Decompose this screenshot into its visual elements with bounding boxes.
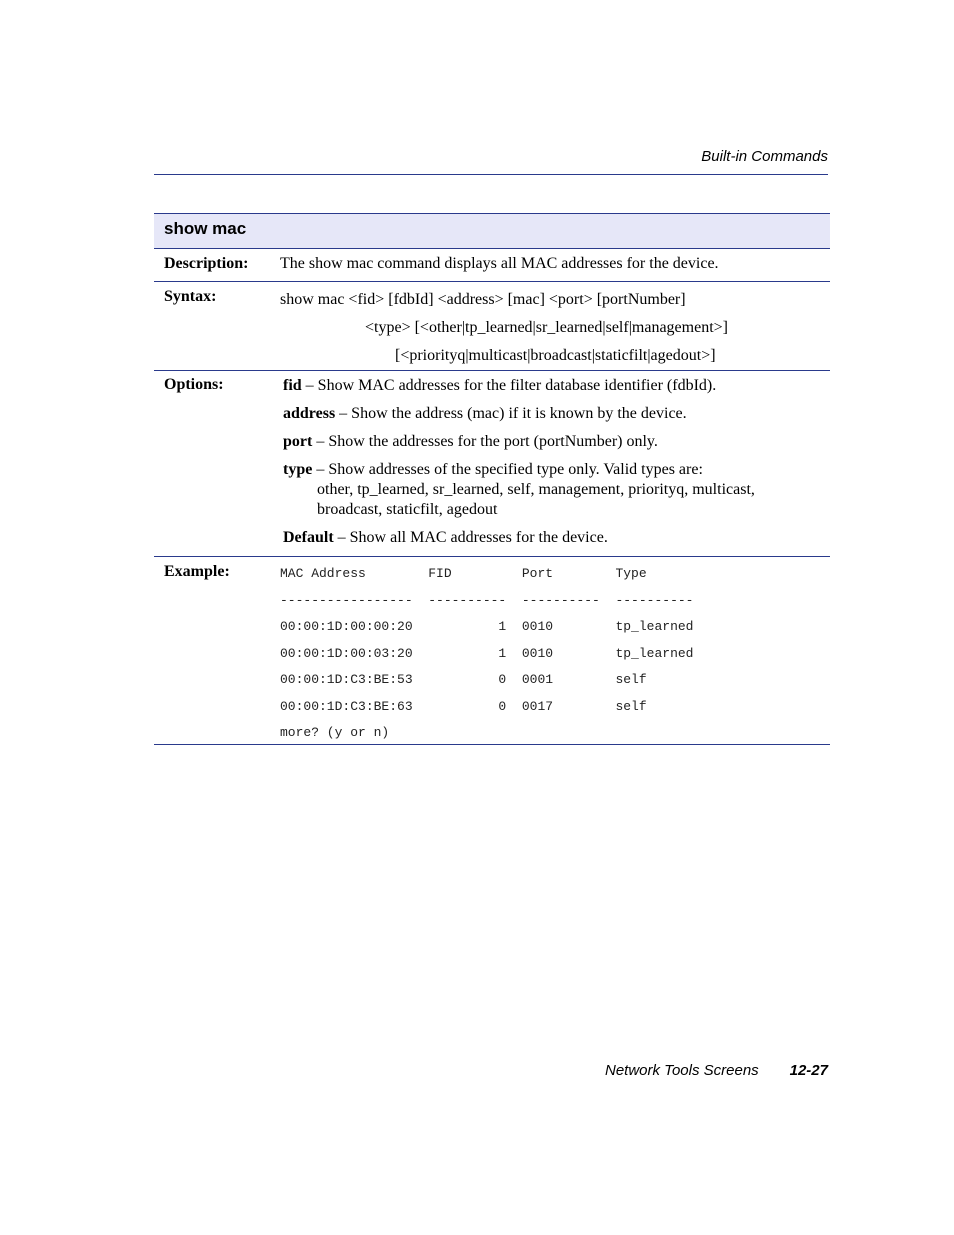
syntax-row — [154, 282, 830, 371]
syntax-line: <type> [<other|tp_learned|sr_learned|self|management>] — [365, 319, 728, 336]
description-text: The show mac command displays all MAC addresses for the device. — [280, 255, 719, 272]
option-fid — [283, 376, 830, 396]
option-default — [283, 528, 830, 548]
option-text: – Show the addresses for the port (portNumber) only. — [312, 433, 658, 450]
option-text: – Show addresses of the specified type only. Valid types are: — [312, 461, 703, 478]
example-line: more? (y or n) — [280, 725, 390, 740]
options-body — [280, 376, 830, 556]
description-label: Description: — [164, 255, 249, 272]
command-name: show mac — [154, 213, 830, 249]
option-type — [283, 460, 830, 520]
options-label: Options: — [164, 376, 224, 393]
description-row — [154, 249, 830, 282]
header-rule — [154, 174, 828, 175]
syntax-body — [280, 288, 830, 370]
example-code — [280, 561, 830, 747]
example-label: Example: — [164, 563, 230, 580]
syntax-label: Syntax: — [164, 288, 217, 305]
example-line: ----------------- ---------- ---------- ---------- — [280, 592, 694, 608]
example-body — [280, 563, 830, 744]
option-term: port — [283, 433, 313, 450]
example-row — [154, 557, 830, 745]
option-text-continued: broadcast, staticfilt, agedout — [317, 501, 498, 518]
option-port — [283, 432, 830, 452]
command-table — [154, 213, 830, 745]
option-term: fid — [283, 377, 302, 394]
option-text-continued: other, tp_learned, sr_learned, self, management, priorityq, multicast, — [317, 481, 755, 498]
option-text: – Show the address (mac) if it is known by the device. — [335, 405, 687, 422]
syntax-line: [<priorityq|multicast|broadcast|staticfilt|agedout>] — [395, 347, 716, 364]
option-address — [283, 404, 830, 424]
running-header: Built-in Commands — [701, 148, 828, 165]
option-term: type — [283, 461, 313, 478]
options-row — [154, 371, 830, 557]
example-line: 00:00:1D:C3:BE:63 0 0017 self — [280, 698, 647, 714]
example-line: 00:00:1D:00:03:20 1 0010 tp_learned — [280, 645, 694, 661]
option-term: address — [283, 405, 336, 422]
option-text: – Show all MAC addresses for the device. — [333, 529, 608, 546]
option-text: – Show MAC addresses for the filter database identifier (fdbId). — [301, 377, 717, 394]
syntax-line: show mac <fid> [fdbId] <address> [mac] <port> [portNumber] — [280, 291, 686, 308]
footer-section-title: Network Tools Screens — [605, 1062, 759, 1079]
option-term: Default — [283, 529, 334, 546]
example-line: 00:00:1D:00:00:20 1 0010 tp_learned — [280, 619, 694, 634]
page-number: 12-27 — [789, 1062, 828, 1079]
example-line: MAC Address FID Port Type — [280, 566, 647, 581]
example-line: 00:00:1D:C3:BE:53 0 0001 self — [280, 672, 647, 687]
